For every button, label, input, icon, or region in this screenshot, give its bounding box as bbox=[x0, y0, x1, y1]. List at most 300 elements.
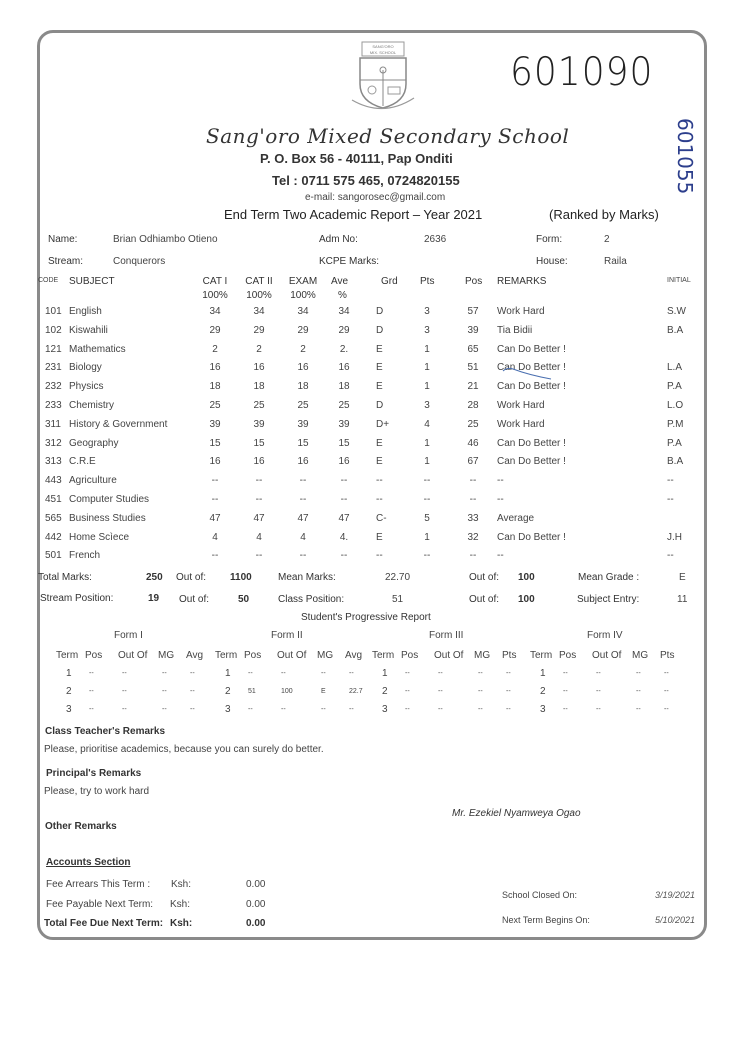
cell-pts: 3 bbox=[424, 306, 430, 317]
col-header-ave-sub: % bbox=[338, 290, 347, 301]
cell-cat2: 34 bbox=[253, 306, 265, 317]
cell-grd: E bbox=[376, 437, 383, 449]
cell-pos: 51 bbox=[467, 362, 479, 374]
col-header-ave: Ave bbox=[331, 276, 349, 287]
cell-subject: History & Government bbox=[69, 418, 168, 430]
progress-cell: -- bbox=[122, 670, 127, 677]
fee-payable-currency: Ksh: bbox=[170, 899, 191, 910]
school-address: P. O. Box 56 - 40111, Pap Onditi bbox=[260, 151, 453, 166]
progress-cell: 1 bbox=[225, 668, 231, 679]
cell-exam: 2 bbox=[300, 343, 306, 355]
progress-cell: -- bbox=[636, 706, 641, 713]
cell-cat1: 39 bbox=[209, 418, 221, 430]
cell-remarks: Work Hard bbox=[497, 306, 545, 317]
progress-cell: -- bbox=[438, 706, 443, 713]
mean-grade-value: E bbox=[679, 572, 686, 583]
progress-cell: 1 bbox=[66, 668, 72, 679]
progress-cell: 1 bbox=[382, 668, 388, 679]
cell-pts: 5 bbox=[424, 512, 430, 524]
cell-exam: 4 bbox=[300, 531, 306, 543]
progress-cell: -- bbox=[478, 688, 483, 695]
progress-cell: -- bbox=[162, 688, 167, 695]
cell-exam: 25 bbox=[297, 400, 309, 411]
progress-cell: 3 bbox=[540, 704, 546, 715]
cell-initial: L.A bbox=[667, 362, 683, 374]
progress-cell: -- bbox=[506, 688, 511, 695]
cell-pts: 3 bbox=[424, 400, 430, 411]
progress-cell: -- bbox=[89, 688, 94, 695]
progress-cell: -- bbox=[89, 706, 94, 713]
cell-ave: 16 bbox=[338, 362, 350, 374]
subject-entry-label: Subject Entry: bbox=[577, 594, 640, 605]
cell-initial: B.A bbox=[667, 456, 684, 468]
progress-cell: -- bbox=[281, 706, 286, 713]
cell-grd: -- bbox=[376, 550, 383, 562]
cell-ave: 4. bbox=[339, 531, 349, 543]
progress-cell: -- bbox=[190, 688, 195, 695]
report-title: End Term Two Academic Report – Year 2021 bbox=[224, 207, 483, 222]
cell-code: 231 bbox=[45, 362, 62, 374]
cell-cat1: -- bbox=[211, 494, 219, 505]
cell-ave: 15 bbox=[338, 437, 350, 449]
progress-cell: -- bbox=[190, 670, 195, 677]
total-marks-label: Total Marks: bbox=[38, 572, 92, 583]
school-name: Sang'oro Mixed Secondary School bbox=[206, 124, 570, 148]
fee-payable-amount: 0.00 bbox=[246, 899, 266, 910]
col-header-grade: Grd bbox=[381, 276, 398, 287]
cell-remarks: Can Do Better ! bbox=[497, 456, 566, 468]
progress-title: Student's Progressive Report bbox=[301, 612, 431, 623]
accounts-section-title: Accounts Section bbox=[46, 857, 131, 868]
progress-cell: 2 bbox=[540, 686, 546, 697]
progress-col-header: Avg bbox=[345, 650, 363, 661]
progress-cell: -- bbox=[636, 688, 641, 695]
col-header-remarks: REMARKS bbox=[497, 276, 547, 287]
cell-cat2: 4 bbox=[256, 531, 262, 543]
cell-grd: E bbox=[376, 456, 383, 468]
cell-cat1: -- bbox=[211, 475, 219, 487]
cell-subject: Geography bbox=[69, 437, 119, 449]
progress-form-name: Form I bbox=[114, 630, 143, 641]
progress-cell: -- bbox=[190, 706, 195, 713]
class-outof-value: 100 bbox=[518, 594, 535, 605]
cell-exam: -- bbox=[299, 550, 307, 562]
progress-cell: -- bbox=[405, 688, 410, 695]
cell-remarks: Can Do Better ! bbox=[497, 531, 566, 543]
cell-exam: 16 bbox=[297, 362, 309, 374]
progress-cell: -- bbox=[563, 706, 568, 713]
progress-cell: -- bbox=[349, 706, 354, 713]
cell-pos: 67 bbox=[467, 456, 479, 468]
class-teacher-remarks-label: Class Teacher's Remarks bbox=[45, 726, 166, 737]
cell-exam: 18 bbox=[297, 381, 309, 393]
mean-marks-value: 22.70 bbox=[385, 572, 411, 583]
cell-code: 232 bbox=[45, 381, 62, 393]
cell-ave: -- bbox=[340, 475, 348, 487]
school-telephone: Tel : 0711 575 465, 0724820155 bbox=[272, 173, 460, 188]
progress-col-header: Term bbox=[372, 650, 395, 661]
progress-cell: -- bbox=[478, 706, 483, 713]
ranked-by-label: (Ranked by Marks) bbox=[549, 207, 659, 222]
cell-remarks: Work Hard bbox=[497, 418, 545, 430]
progress-cell: -- bbox=[596, 688, 601, 695]
principal-remarks-label: Principal's Remarks bbox=[46, 768, 142, 779]
cell-grd: C- bbox=[376, 512, 387, 524]
cell-subject: Kiswahili bbox=[69, 324, 108, 336]
col-header-exam: EXAM bbox=[288, 276, 318, 287]
cell-exam: 15 bbox=[297, 437, 309, 449]
stream-value: Conquerors bbox=[113, 256, 166, 267]
cell-grd: E bbox=[376, 343, 383, 355]
progress-col-header: MG bbox=[632, 650, 649, 661]
cell-pts: -- bbox=[423, 550, 431, 562]
cell-grd: E bbox=[376, 531, 383, 543]
progress-form-name: Form II bbox=[271, 630, 303, 641]
progress-cell: -- bbox=[89, 670, 94, 677]
mean-outof-label: Out of: bbox=[469, 572, 500, 583]
cell-pts: 1 bbox=[424, 531, 430, 543]
cell-subject: Business Studies bbox=[69, 512, 146, 524]
cell-initial: J.H bbox=[667, 531, 682, 543]
progress-cell: -- bbox=[596, 670, 601, 677]
progress-cell: -- bbox=[122, 706, 127, 713]
cell-code: 101 bbox=[45, 306, 62, 317]
cell-grd: -- bbox=[376, 494, 383, 505]
cell-cat1: 16 bbox=[209, 456, 221, 468]
cell-pos: -- bbox=[469, 475, 477, 487]
progress-col-header: MG bbox=[317, 650, 334, 661]
cell-grd: E bbox=[376, 381, 383, 393]
stream-position-value: 19 bbox=[148, 593, 160, 604]
cell-ave: 18 bbox=[338, 381, 350, 393]
cell-pos: 57 bbox=[467, 306, 479, 317]
progress-col-header: Out Of bbox=[118, 650, 148, 661]
school-closed-date: 3/19/2021 bbox=[655, 890, 696, 900]
pen-mark bbox=[501, 365, 556, 381]
cell-remarks: Work Hard bbox=[497, 400, 545, 411]
cell-cat1: -- bbox=[211, 550, 219, 562]
cell-initial: P.A bbox=[667, 381, 682, 393]
col-header-cat2-sub: 100% bbox=[246, 290, 272, 301]
col-header-cat2: CAT II bbox=[245, 276, 273, 287]
cell-grd: E bbox=[376, 362, 383, 374]
cell-grd: D bbox=[376, 306, 384, 317]
total-marks-value: 250 bbox=[146, 572, 163, 583]
cell-grd: D bbox=[376, 324, 384, 336]
cell-cat2: 15 bbox=[253, 437, 265, 449]
progress-cell: -- bbox=[405, 670, 410, 677]
progress-cell: 2 bbox=[225, 686, 231, 697]
cell-remarks: Average bbox=[497, 512, 535, 524]
logo-text-2: MIX. SCHOOL bbox=[369, 50, 397, 55]
cell-subject: Chemistry bbox=[69, 400, 115, 411]
progress-cell: 1 bbox=[540, 668, 546, 679]
cell-code: 312 bbox=[45, 437, 62, 449]
col-header-cat1: CAT I bbox=[202, 276, 228, 287]
cell-cat2: 16 bbox=[253, 362, 265, 374]
progress-col-header: Term bbox=[530, 650, 553, 661]
cell-cat2: -- bbox=[255, 494, 263, 505]
cell-pos: -- bbox=[469, 494, 477, 505]
cell-cat2: 47 bbox=[253, 512, 265, 524]
progress-cell: -- bbox=[664, 688, 669, 695]
form-value: 2 bbox=[604, 234, 610, 245]
progress-cell: -- bbox=[438, 688, 443, 695]
progress-cell: -- bbox=[281, 670, 286, 677]
cell-pos: 39 bbox=[467, 324, 479, 336]
progress-form-name: Form IV bbox=[587, 630, 623, 641]
cell-cat2: 18 bbox=[253, 381, 265, 393]
cell-cat2: 39 bbox=[253, 418, 265, 430]
progress-col-header: Pos bbox=[559, 650, 577, 661]
principal-signature-name: Mr. Ezekiel Nyamweya Ogao bbox=[452, 808, 581, 819]
class-position-value: 51 bbox=[392, 594, 404, 605]
cell-pos: 21 bbox=[467, 381, 479, 393]
handwritten-number: 601090 bbox=[510, 49, 654, 96]
cell-cat1: 16 bbox=[209, 362, 221, 374]
progress-cell: -- bbox=[248, 706, 253, 713]
cell-subject: Mathematics bbox=[69, 343, 126, 355]
col-header-code: CODE bbox=[38, 277, 59, 284]
total-fee-label: Total Fee Due Next Term: bbox=[44, 918, 164, 929]
progress-cell: -- bbox=[596, 706, 601, 713]
cell-pos: 46 bbox=[467, 437, 479, 449]
progress-cell: 100 bbox=[281, 688, 293, 695]
cell-ave: 25 bbox=[338, 400, 350, 411]
class-outof-label: Out of: bbox=[469, 594, 500, 605]
progress-col-header: Out Of bbox=[434, 650, 464, 661]
cell-code: 233 bbox=[45, 400, 62, 411]
cell-code: 313 bbox=[45, 456, 62, 468]
cell-cat1: 34 bbox=[209, 306, 221, 317]
cell-remarks: -- bbox=[497, 475, 504, 487]
next-term-date: 5/10/2021 bbox=[655, 915, 696, 925]
cell-cat1: 2 bbox=[212, 343, 218, 355]
progress-col-header: Out Of bbox=[592, 650, 622, 661]
next-term-label: Next Term Begins On: bbox=[502, 915, 590, 925]
total-fee-amount: 0.00 bbox=[246, 918, 266, 929]
cell-pos: 25 bbox=[467, 418, 479, 430]
cell-subject: English bbox=[69, 306, 102, 317]
logo-text-1: SANG'ORO bbox=[372, 44, 394, 49]
school-closed-label: School Closed On: bbox=[502, 890, 578, 900]
progress-form-name: Form III bbox=[429, 630, 464, 641]
progress-cell: 3 bbox=[66, 704, 72, 715]
col-header-points: Pts bbox=[420, 276, 435, 287]
cell-code: 311 bbox=[45, 418, 61, 430]
progress-cell: -- bbox=[636, 670, 641, 677]
name-label: Name: bbox=[48, 234, 78, 245]
cell-pts: -- bbox=[423, 494, 431, 505]
page-border bbox=[37, 30, 707, 940]
stream-label: Stream: bbox=[48, 256, 84, 267]
cell-cat1: 18 bbox=[209, 381, 221, 393]
cell-grd: -- bbox=[376, 475, 383, 487]
cell-code: 501 bbox=[45, 550, 62, 562]
progress-cell: -- bbox=[664, 670, 669, 677]
cell-subject: French bbox=[69, 550, 101, 562]
cell-pos: 28 bbox=[467, 400, 479, 411]
progress-cell: 2 bbox=[382, 686, 388, 697]
total-fee-currency: Ksh: bbox=[170, 918, 193, 929]
progress-cell: E bbox=[321, 688, 326, 695]
cell-pos: 65 bbox=[467, 343, 479, 355]
cell-remarks: Tia Bidii bbox=[497, 324, 533, 336]
stream-outof-value: 50 bbox=[238, 594, 250, 605]
mean-marks-label: Mean Marks: bbox=[278, 572, 336, 583]
cell-pos: 33 bbox=[467, 512, 479, 524]
cell-pos: -- bbox=[469, 550, 477, 562]
progress-cell: 51 bbox=[248, 688, 256, 695]
progress-cell: 2 bbox=[66, 686, 72, 697]
progress-cell: -- bbox=[405, 706, 410, 713]
fee-arrears-amount: 0.00 bbox=[246, 879, 266, 890]
cell-remarks: -- bbox=[497, 494, 504, 505]
col-header-exam-sub: 100% bbox=[290, 290, 316, 301]
progress-cell: -- bbox=[664, 706, 669, 713]
cell-exam: 39 bbox=[297, 418, 309, 430]
progress-cell: -- bbox=[162, 706, 167, 713]
cell-initial: -- bbox=[667, 550, 674, 562]
cell-subject: Physics bbox=[69, 381, 104, 393]
progress-cell: 3 bbox=[382, 704, 388, 715]
cell-initial: B.A bbox=[667, 324, 684, 336]
student-name: Brian Odhiambo Otieno bbox=[113, 234, 218, 245]
cell-subject: Agriculture bbox=[69, 475, 117, 487]
fee-arrears-currency: Ksh: bbox=[171, 879, 192, 890]
cell-pos: 32 bbox=[467, 531, 479, 543]
cell-cat1: 25 bbox=[209, 400, 221, 411]
cell-code: 565 bbox=[45, 512, 62, 524]
progress-cell: -- bbox=[349, 670, 354, 677]
cell-code: 442 bbox=[45, 531, 62, 543]
adm-label: Adm No: bbox=[319, 234, 358, 245]
adm-number: 2636 bbox=[424, 234, 447, 245]
cell-cat2: 25 bbox=[253, 400, 265, 411]
progress-col-header: MG bbox=[158, 650, 175, 661]
house-label: House: bbox=[536, 256, 568, 267]
cell-initial: P.M bbox=[667, 418, 684, 430]
progress-col-header: Term bbox=[215, 650, 238, 661]
cell-exam: 16 bbox=[297, 456, 309, 468]
fee-payable-label: Fee Payable Next Term: bbox=[46, 899, 154, 910]
cell-exam: 47 bbox=[297, 512, 309, 524]
cell-remarks: Can Do Better ! bbox=[497, 343, 566, 355]
cell-initial: -- bbox=[667, 475, 674, 487]
progress-col-header: MG bbox=[474, 650, 491, 661]
col-header-position: Pos bbox=[465, 276, 483, 287]
cell-subject: Computer Studies bbox=[69, 494, 150, 505]
cell-exam: -- bbox=[299, 494, 307, 505]
cell-ave: 47 bbox=[338, 512, 350, 524]
cell-grd: D+ bbox=[376, 418, 390, 430]
cell-remarks: -- bbox=[497, 550, 504, 562]
cell-ave: -- bbox=[340, 494, 348, 505]
progress-col-header: Pos bbox=[401, 650, 419, 661]
other-remarks-label: Other Remarks bbox=[45, 821, 117, 832]
cell-cat1: 4 bbox=[212, 531, 218, 543]
cell-ave: 34 bbox=[338, 306, 350, 317]
cell-subject: C.R.E bbox=[69, 456, 96, 468]
cell-pts: 1 bbox=[424, 381, 430, 393]
cell-grd: D bbox=[376, 400, 384, 411]
cell-remarks: Can Do Better ! bbox=[497, 437, 566, 449]
progress-cell: -- bbox=[563, 688, 568, 695]
cell-pts: 1 bbox=[424, 456, 430, 468]
cell-ave: 16 bbox=[338, 456, 350, 468]
cell-subject: Biology bbox=[69, 362, 102, 374]
col-header-initial: INITIAL bbox=[667, 277, 691, 284]
cell-cat2: 16 bbox=[253, 456, 265, 468]
class-teacher-remarks: Please, prioritise academics, because you can surely do better. bbox=[44, 744, 324, 755]
cell-code: 121 bbox=[45, 343, 62, 355]
principal-remarks: Please, try to work hard bbox=[44, 786, 150, 797]
progress-cell: -- bbox=[122, 688, 127, 695]
cell-code: 102 bbox=[45, 324, 62, 336]
cell-pts: 1 bbox=[424, 362, 430, 374]
progress-cell: -- bbox=[321, 706, 326, 713]
cell-cat2: 29 bbox=[253, 324, 265, 336]
cell-ave: 29 bbox=[338, 324, 350, 336]
progress-col-header: Term bbox=[56, 650, 79, 661]
progress-cell: -- bbox=[478, 670, 483, 677]
cell-ave: 39 bbox=[338, 418, 350, 430]
cell-exam: 29 bbox=[297, 324, 309, 336]
progress-col-header: Pts bbox=[502, 650, 517, 661]
cell-cat2: -- bbox=[255, 550, 263, 562]
progress-cell: -- bbox=[438, 670, 443, 677]
cell-ave: -- bbox=[340, 550, 348, 562]
cell-initial: -- bbox=[667, 494, 674, 505]
cell-initial: S.W bbox=[667, 306, 686, 317]
subject-entry-value: 11 bbox=[677, 594, 688, 605]
cell-pts: -- bbox=[423, 475, 431, 487]
cell-subject: Home Scìece bbox=[69, 531, 130, 543]
house-value: Raila bbox=[604, 256, 627, 267]
cell-remarks: Can Do Better ! bbox=[497, 381, 566, 393]
cell-ave: 2. bbox=[339, 343, 349, 355]
class-position-label: Class Position: bbox=[278, 594, 345, 605]
mean-grade-label: Mean Grade : bbox=[578, 572, 640, 583]
cell-cat1: 47 bbox=[209, 512, 221, 524]
cell-remarks: Can Do Better ! bbox=[497, 362, 566, 374]
handwritten-side-number: 601055 bbox=[673, 118, 697, 195]
cell-initial: L.O bbox=[667, 400, 684, 411]
cell-code: 443 bbox=[45, 475, 62, 487]
total-outof-label: Out of: bbox=[176, 572, 207, 583]
progress-cell: -- bbox=[321, 670, 326, 677]
school-crest-logo bbox=[348, 40, 418, 116]
progress-cell: 3 bbox=[225, 704, 231, 715]
cell-code: 451 bbox=[45, 494, 62, 505]
progress-col-header: Pts bbox=[660, 650, 675, 661]
cell-cat2: -- bbox=[255, 475, 263, 487]
cell-pts: 4 bbox=[424, 418, 430, 430]
cell-exam: 34 bbox=[297, 306, 309, 317]
progress-col-header: Out Of bbox=[277, 650, 307, 661]
cell-pts: 1 bbox=[424, 343, 430, 355]
progress-col-header: Pos bbox=[244, 650, 262, 661]
cell-exam: -- bbox=[299, 475, 307, 487]
progress-cell: -- bbox=[506, 706, 511, 713]
cell-pts: 3 bbox=[424, 324, 430, 336]
stream-position-label: Stream Position: bbox=[40, 593, 114, 604]
cell-cat1: 29 bbox=[209, 324, 221, 336]
stream-outof-label: Out of: bbox=[179, 594, 210, 605]
progress-col-header: Avg bbox=[186, 650, 204, 661]
col-header-subject: SUBJECT bbox=[69, 276, 115, 287]
progress-col-header: Pos bbox=[85, 650, 103, 661]
